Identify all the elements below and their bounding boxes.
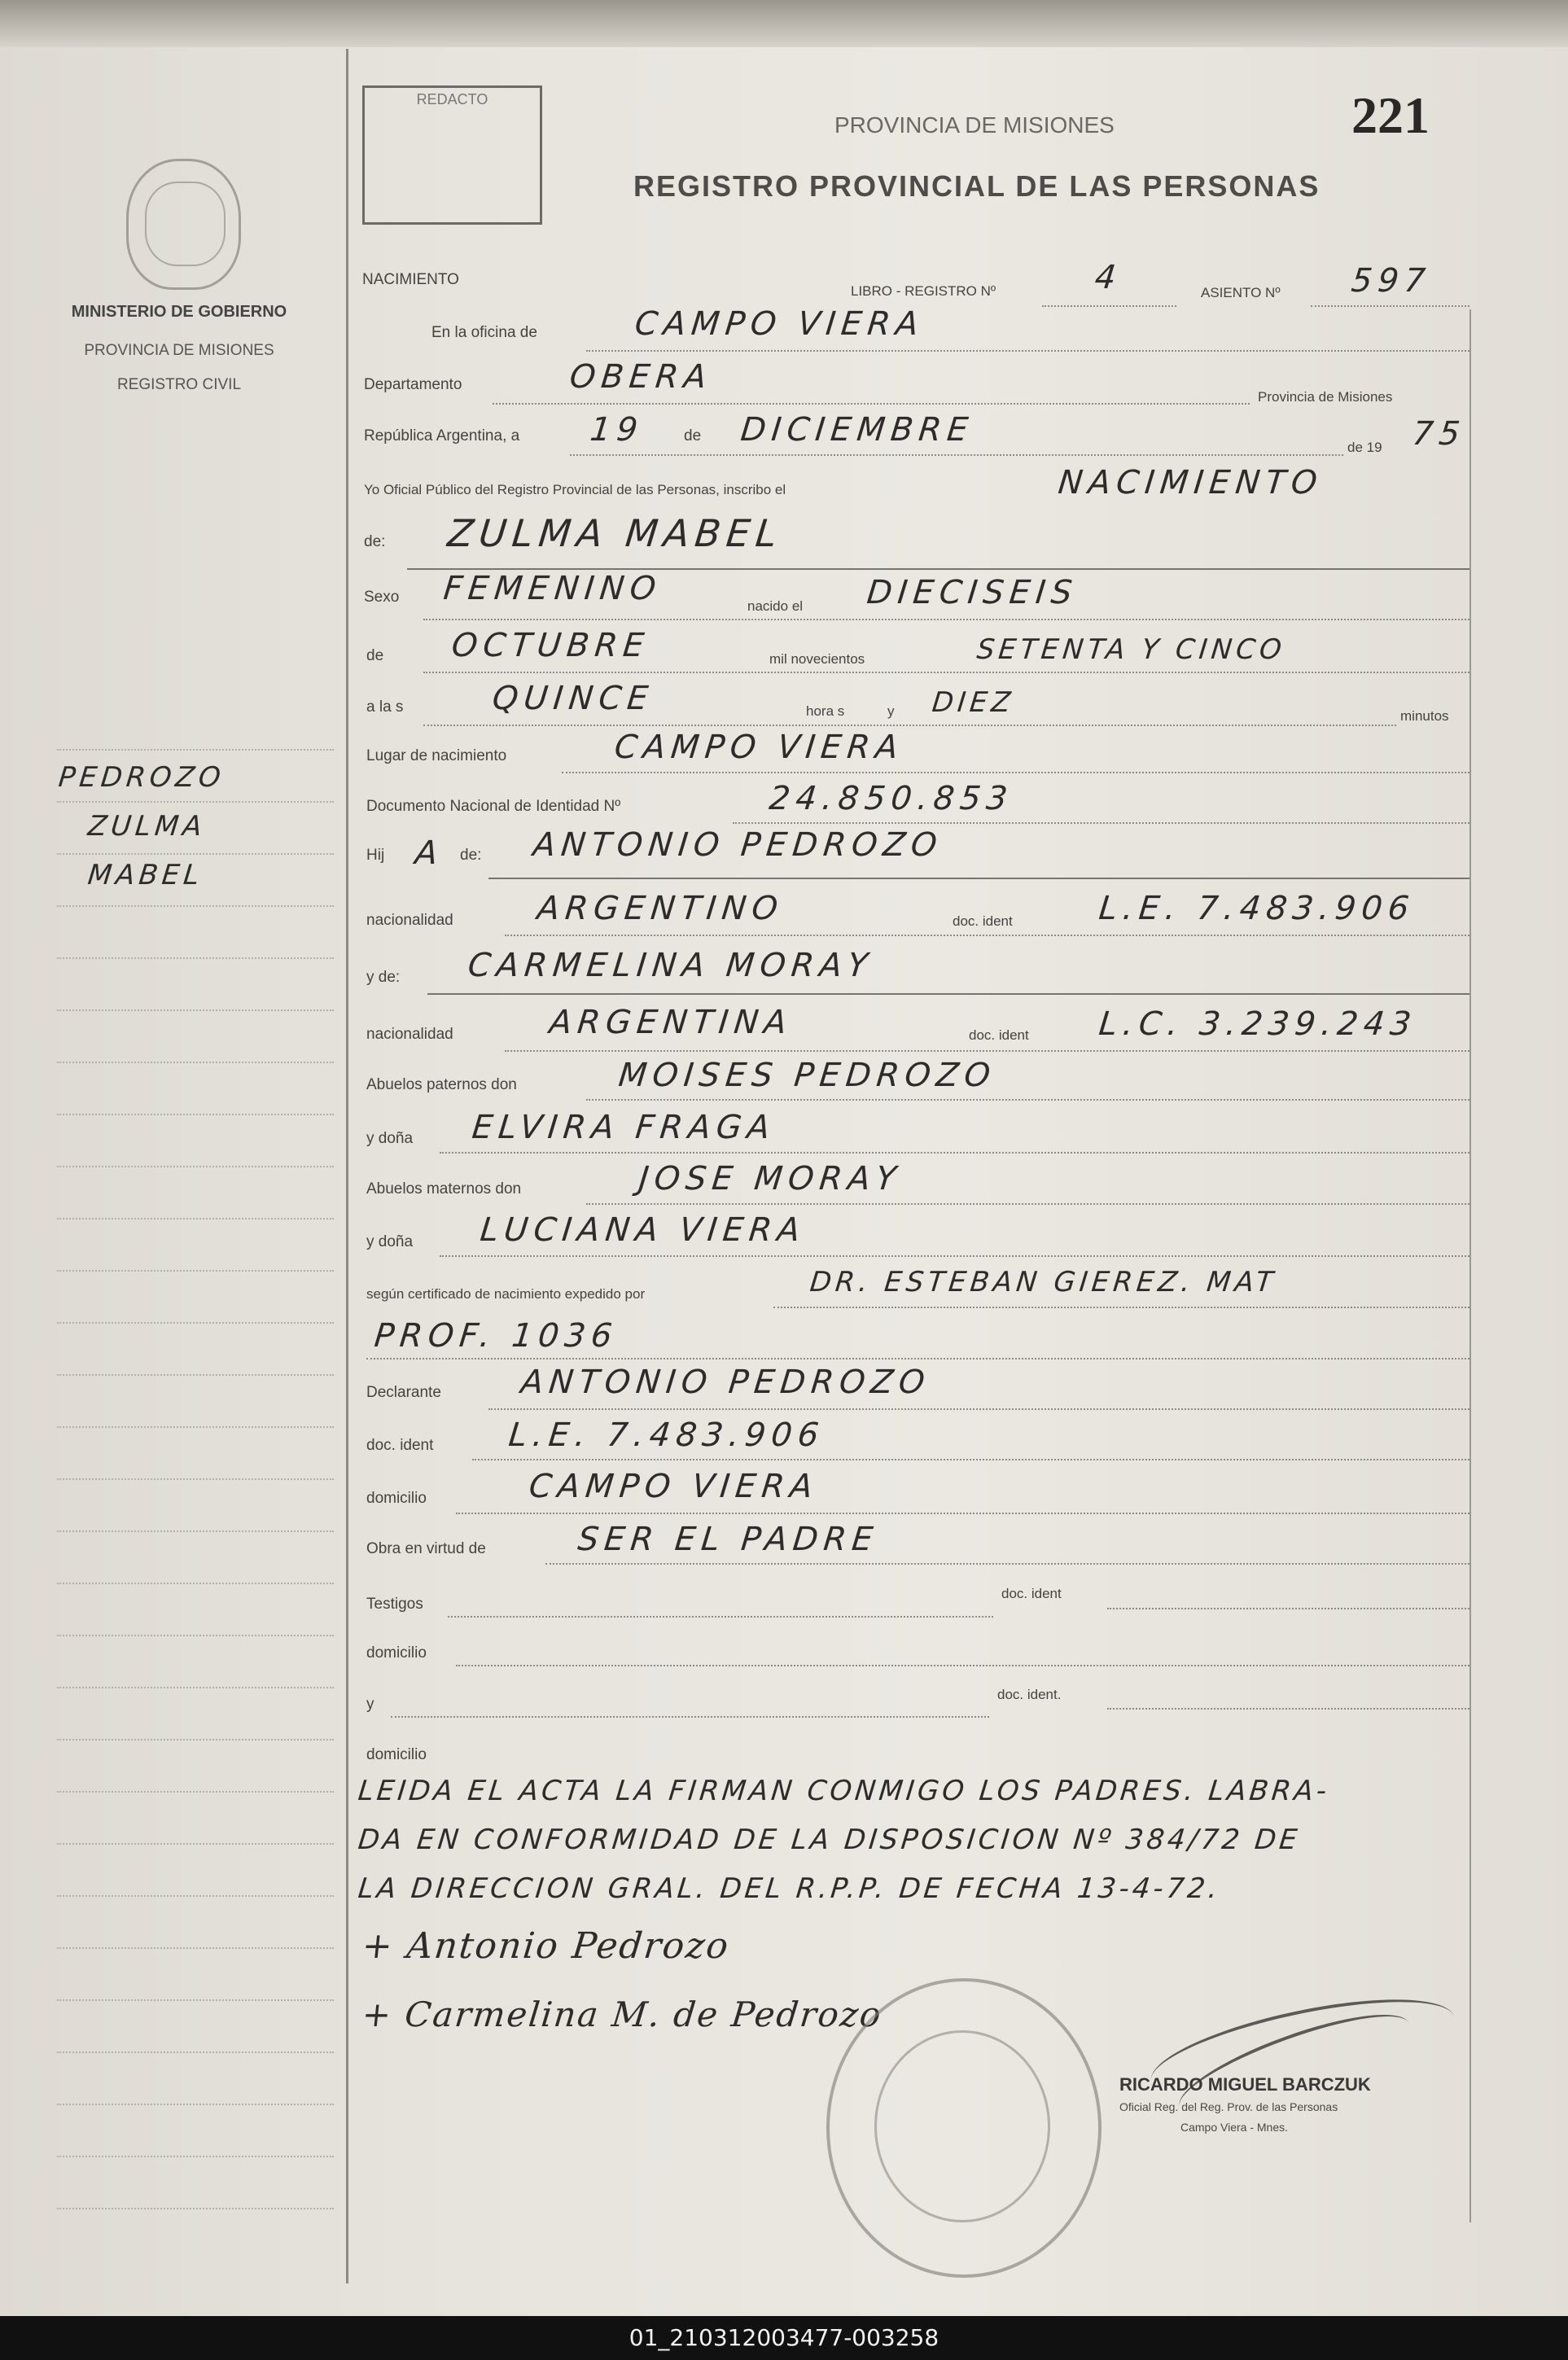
ministry-label: MINISTERIO DE GOBIERNO (71, 303, 287, 321)
a-la-s-label: a la s (366, 698, 404, 716)
hora-value: QUINCE (490, 680, 656, 717)
declarante-label: Declarante (366, 1384, 441, 1401)
domicilio2-label: domicilio (366, 1644, 427, 1662)
margin-dotted-rule (57, 1009, 334, 1011)
obra-value: SER EL PADRE (576, 1521, 881, 1558)
mil-novecientos-label: mil novecientos (769, 651, 865, 667)
doc-ident4-label: doc. ident (1001, 1586, 1062, 1601)
acto-value: NACIMIENTO (1056, 464, 1325, 501)
y-dona2-label: y doña (366, 1233, 414, 1250)
doc-ident2-label: doc. ident (969, 1027, 1029, 1043)
oficina-value: CAMPO VIERA (633, 305, 926, 343)
y-dona-label: y doña (366, 1130, 414, 1147)
declarante-value: ANTONIO PEDROZO (519, 1364, 932, 1401)
provincia-misiones-label: Provincia de Misiones (1258, 389, 1393, 405)
padre-nacionalidad-value: ARGENTINO (535, 890, 786, 927)
yo-oficial-label: Yo Oficial Público del Registro Provincial de las Personas, inscribo el (364, 482, 786, 497)
right-rule (1469, 309, 1471, 2222)
de-padre-label: de: (460, 847, 482, 864)
abuela-paterna-value: ELVIRA FRAGA (470, 1109, 777, 1146)
margin-dotted-rule (57, 905, 334, 907)
margin-dotted-rule (57, 1999, 334, 2001)
padre-doc-value: L.E. 7.483.906 (1097, 890, 1417, 927)
libro-label: LIBRO - REGISTRO Nº (851, 283, 996, 299)
nacionalidad-label: nacionalidad (366, 912, 453, 929)
margin-dotted-rule (57, 1843, 334, 1845)
dni-label: Documento Nacional de Identidad Nº (366, 798, 621, 815)
margin-dotted-rule (57, 2208, 334, 2209)
doc-ident-label: doc. ident (953, 913, 1013, 929)
libro-value: 4 (1093, 259, 1123, 296)
margin-dotted-rule (57, 853, 334, 855)
margin-dotted-rule (57, 1530, 334, 1532)
departamento-value: OBERA (567, 358, 714, 396)
margin-rule (346, 49, 348, 2283)
margin-dotted-rule (57, 749, 334, 751)
nacido-anio-value: SETENTA Y CINCO (975, 633, 1287, 666)
y2-label: y (366, 1696, 374, 1713)
margin-dotted-rule (57, 2051, 334, 2053)
margin-dotted-rule (57, 2104, 334, 2105)
official-name: RICARDO MIGUEL BARCZUK (1119, 2074, 1371, 2095)
coat-of-arms-icon (126, 159, 241, 290)
nacido-mes-value: OCTUBRE (449, 627, 652, 664)
asiento-label: ASIENTO Nº (1201, 285, 1281, 300)
redacto-label: REDACTO (416, 91, 488, 107)
redacto-box (362, 85, 542, 225)
abuelo-paterno-value: MOISES PEDROZO (616, 1057, 998, 1094)
anio-value: 75 (1410, 415, 1468, 453)
mes-value: DICIEMBRE (738, 411, 976, 449)
page-number: 221 (1351, 86, 1430, 144)
lugar-value: CAMPO VIERA (612, 729, 906, 766)
image-caption: 01_210312003477-003258 (0, 2316, 1568, 2360)
republica-label: República Argentina, a (364, 427, 520, 444)
declarante-doc-value: L.E. 7.483.906 (506, 1416, 826, 1454)
margin-dotted-rule (57, 1218, 334, 1219)
margin-dotted-rule (57, 1895, 334, 1897)
nacimiento-label: NACIMIENTO (362, 271, 459, 288)
padre-value: ANTONIO PEDROZO (531, 826, 944, 864)
de-name-label: de: (364, 533, 386, 550)
certificado-por-2-value: PROF. 1036 (372, 1317, 620, 1355)
madre-value: CARMELINA MORAY (466, 947, 875, 984)
margin-dotted-rule (57, 1062, 334, 1063)
segun-certificado-label: según certificado de nacimiento expedido por (366, 1286, 646, 1302)
hora-label: hora s (806, 703, 845, 719)
province-header: PROVINCIA DE MISIONES (834, 112, 1115, 138)
abuela-materna-value: LUCIANA VIERA (478, 1211, 808, 1249)
margin-dotted-rule (57, 957, 334, 959)
civil-registry-label: REGISTRO CIVIL (116, 376, 242, 393)
y-de-label: y de: (366, 969, 401, 986)
margin-dotted-rule (57, 1374, 334, 1376)
firma-madre: + Carmelina M. de Pedrozo (360, 1994, 885, 2034)
margin-dotted-rule (57, 2156, 334, 2157)
margin-dotted-rule (57, 1322, 334, 1324)
de19-label: de 19 (1347, 440, 1382, 455)
nota-line-2: DA EN CONFORMIDAD DE LA DISPOSICION Nº 384/72 DE (356, 1824, 1303, 1856)
doc-ident3-label: doc. ident (366, 1437, 434, 1454)
asiento-value: 597 (1349, 262, 1433, 300)
left-province-label: PROVINCIA DE MISIONES (84, 342, 274, 359)
official-title: Oficial Reg. del Reg. Prov. de las Personas (1119, 2100, 1338, 2113)
abuelo-materno-value: JOSE MORAY (637, 1160, 904, 1198)
nota-line-1: LEIDA EL ACTA LA FIRMAN CONMIGO LOS PADRES. LABRA- (356, 1775, 1332, 1807)
domicilio-value: CAMPO VIERA (527, 1468, 821, 1505)
lugar-label: Lugar de nacimiento (366, 747, 507, 764)
de-label: de (684, 427, 702, 444)
margin-second-name: MABEL (85, 859, 205, 891)
testigos-label: Testigos (366, 1596, 423, 1613)
obra-label: Obra en virtud de (366, 1540, 486, 1557)
hij-letter-value: A (413, 834, 445, 872)
minutos-value: DIEZ (930, 686, 1017, 719)
departamento-label: Departamento (364, 376, 462, 393)
margin-dotted-rule (57, 1270, 334, 1272)
madre-doc-value: L.C. 3.239.243 (1097, 1005, 1419, 1043)
nacionalidad2-label: nacionalidad (366, 1026, 453, 1043)
top-edge-shadow (0, 0, 1568, 47)
nombre-value: ZULMA MABEL (445, 511, 785, 555)
abuelos-paternos-label: Abuelos paternos don (366, 1076, 517, 1093)
de-mes-label: de (366, 647, 384, 664)
domicilio3-label: domicilio (366, 1746, 427, 1763)
registry-title: REGISTRO PROVINCIAL DE LAS PERSONAS (633, 169, 1321, 203)
domicilio-label: domicilio (366, 1490, 427, 1507)
nota-line-3: LA DIRECCION GRAL. DEL R.P.P. DE FECHA 13-4-72. (356, 1872, 1223, 1905)
nacido-dia-value: DIECISEIS (865, 574, 1080, 611)
oficina-label: En la oficina de (431, 324, 537, 341)
hij-label: Hij (366, 847, 385, 864)
doc-ident5-label: doc. ident. (997, 1687, 1062, 1702)
madre-nacionalidad-value: ARGENTINA (547, 1004, 795, 1041)
registry-stamp-icon (826, 1978, 1102, 2278)
official-place: Campo Viera - Mnes. (1180, 2121, 1289, 2134)
sexo-label: Sexo (364, 589, 400, 606)
margin-dotted-rule (57, 1791, 334, 1793)
margin-dotted-rule (57, 1426, 334, 1428)
abuelos-maternos-label: Abuelos maternos don (366, 1180, 522, 1198)
margin-dotted-rule (57, 1166, 334, 1167)
sexo-value: FEMENINO (441, 570, 664, 607)
certificado-por-value: DR. ESTEBAN GIEREZ. MAT (808, 1266, 1279, 1298)
firma-padre: + Antonio Pedrozo (360, 1925, 732, 1967)
dni-value: 24.850.853 (767, 780, 1015, 817)
margin-dotted-rule (57, 1114, 334, 1115)
y-label: y (887, 703, 895, 719)
margin-dotted-rule (57, 1947, 334, 1949)
minutos-label: minutos (1400, 708, 1449, 724)
margin-dotted-rule (57, 1478, 334, 1480)
margin-first-name: ZULMA (85, 810, 208, 843)
dia-value: 19 (588, 411, 646, 449)
margin-dotted-rule (57, 1687, 334, 1688)
margin-surname: PEDROZO (56, 761, 226, 794)
margin-dotted-rule (57, 1739, 334, 1740)
nacido-el-label: nacido el (747, 598, 804, 614)
margin-dotted-rule (57, 801, 334, 803)
margin-dotted-rule (57, 1583, 334, 1584)
margin-dotted-rule (57, 1635, 334, 1636)
